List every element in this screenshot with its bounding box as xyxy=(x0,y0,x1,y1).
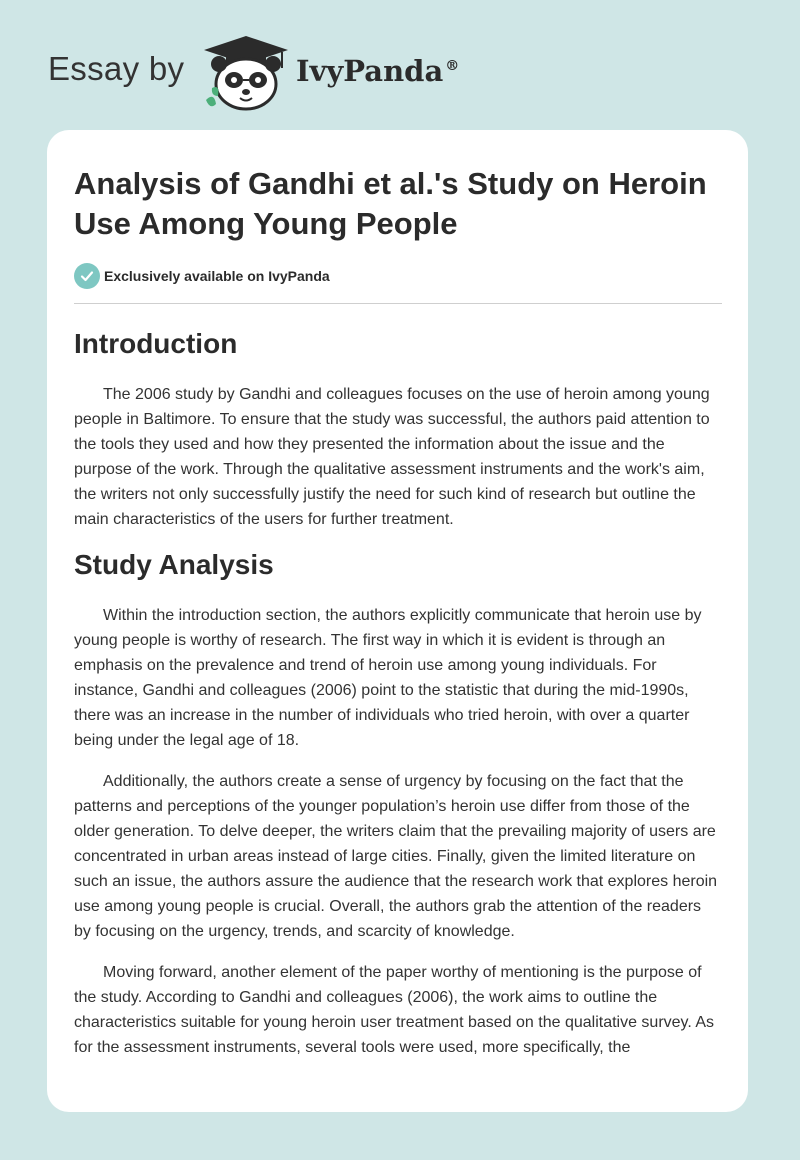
essay-card xyxy=(47,130,748,1112)
essay-body xyxy=(74,323,722,1060)
paragraph: Moving forward, another element of the paper worthy of mentioning is the purpose of the study. According to Gandhi and colleagues (2006), the work aims to outline the characteristics suitable for young heroin user treatment based on the qualitative survey. As for the assessment instruments, several tools were used, more specifically, the xyxy=(74,964,715,1056)
paragraph: Additionally, the authors create a sense of urgency by focusing on the fact that the patterns and perceptions of the younger population’s heroin use differ from those of the older generation. To delve deeper, the writers claim that the prevailing majority of users are concentrated in urban areas instead of large cities. Finally, given the limited literature on such an issue, the authors assure the audience that the research work that explores heroin use among young people is crucial. Overall, the authors grab the attention of the readers by focusing on the urgency, trends, and scarcity of knowledge. xyxy=(74,773,718,940)
brand-name-text: IvyPanda xyxy=(296,54,444,88)
exclusive-badge xyxy=(74,262,330,290)
essay-by-label: Essay by xyxy=(48,50,185,87)
check-circle-icon xyxy=(74,263,100,289)
site-header xyxy=(0,0,800,130)
page-title: Analysis of Gandhi et al.'s Study on Heroin Use Among Young People xyxy=(74,166,707,241)
brand-name[interactable] xyxy=(296,54,459,88)
registered-mark: ® xyxy=(445,58,460,75)
paragraph: The 2006 study by Gandhi and colleagues focuses on the use of heroin among young people in Baltimore. To ensure that the study was successful, the authors paid attention to the tools they used and how they presented the information about the issue and the purpose of the work. Through the qualitative assessment instruments and the work's aim, the writers not only successfully justify the need for such kind of research but outline the main characteristics of the users for further treatment. xyxy=(74,386,710,528)
panda-graduate-logo-icon[interactable] xyxy=(200,34,292,112)
section-heading-introduction: Introduction xyxy=(74,328,238,359)
paragraph: Within the introduction section, the authors explicitly communicate that heroin use by young people is worthy of research. The first way in which it is evident is through an emphasis on the prevalence and trend of heroin use among young individuals. For instance, Gandhi and colleagues (2006) point to the statistic that during the mid-1990s, there was an increase in the number of individuals who tried heroin, with over a quarter being under the legal age of 18. xyxy=(74,607,702,749)
exclusive-badge-label: Exclusively available on IvyPanda xyxy=(104,268,330,284)
section-heading-study-analysis: Study Analysis xyxy=(74,549,274,580)
title-divider xyxy=(74,303,722,304)
